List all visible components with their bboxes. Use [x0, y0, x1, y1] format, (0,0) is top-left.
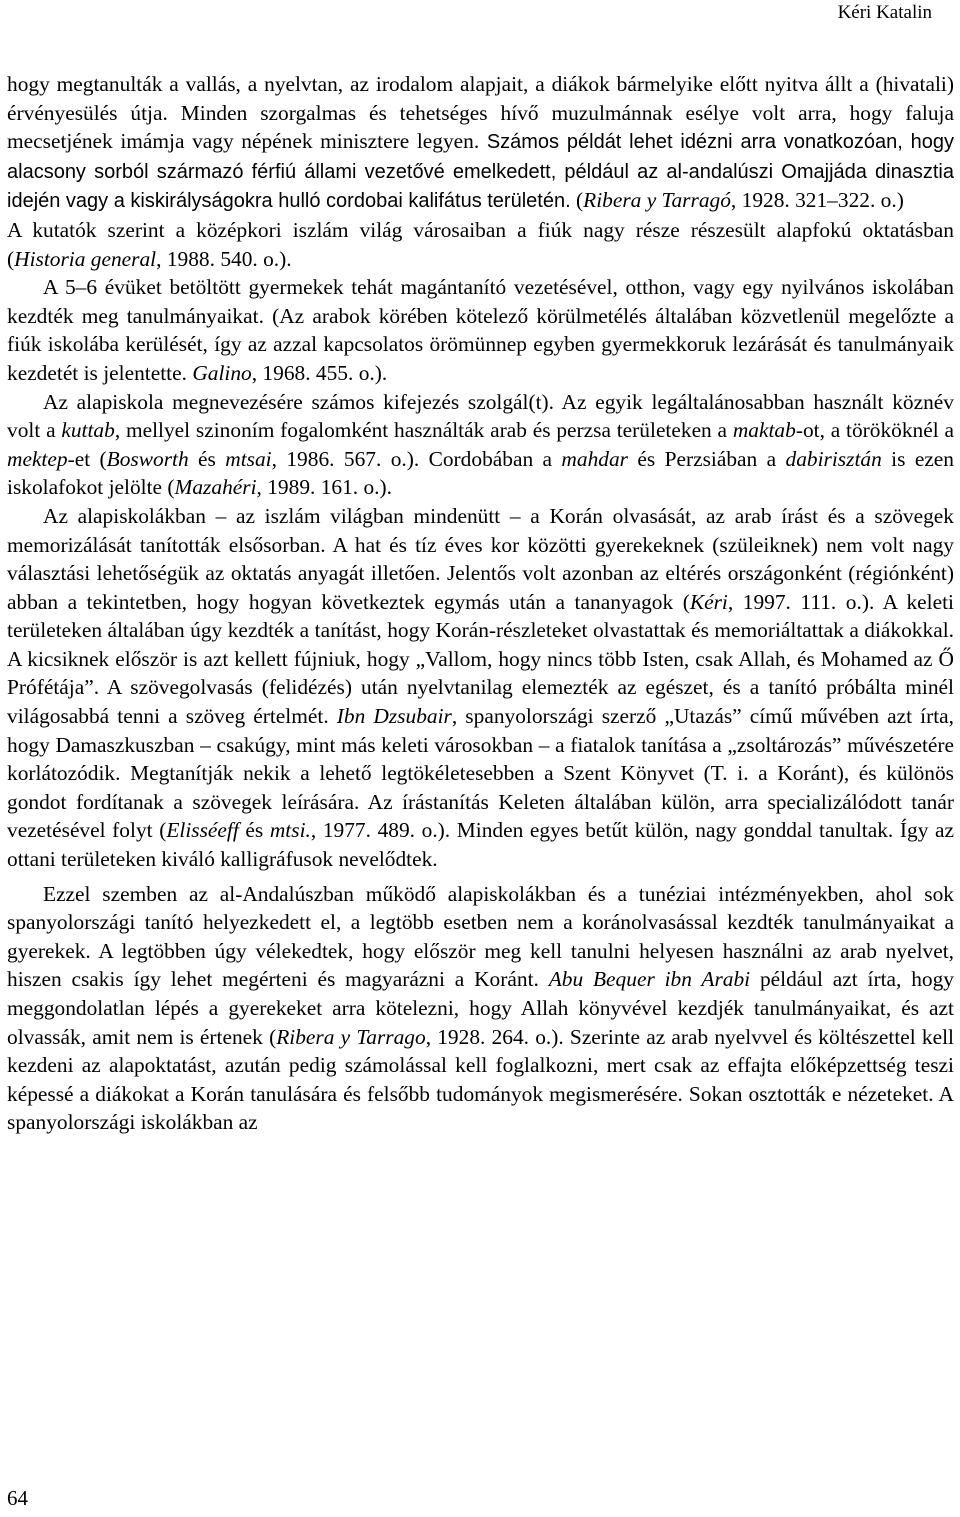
citation-run: Abu Bequer ibn Arabi — [548, 967, 751, 992]
paragraph — [7, 273, 954, 387]
text-run: és Perzsiában a — [627, 446, 786, 471]
paragraph — [7, 216, 954, 273]
text-run: -ot, a törököknél a — [795, 418, 954, 443]
citation-run: mtsi. — [269, 818, 311, 843]
text-run: , spanyolországi szerző „Utazás” című művében azt írta, hogy Damaszkuszban – csakúgy, mint más keleti városokban – a fiatalok tanítása a „zsoltározás” művészetére korlátozódik. Megtanítják nekik a lehető legtökéletesebben a Szent Könyvet (T. i. a Koránt), és különös gondot fordítanak a szövegek leírására. Az írástanítás Keleten általában külön, arra specializálódott tanár vezetésével folyt ( — [7, 704, 955, 843]
text-run: Ezzel szemben az al-Andalúszban működő alapiskolákban és a tunéziai intézményekben, ahol sok spanyolországi tanító helyezkedett el, a legtöbb esetben nem a koránolvasással kezdték tanulmányaikat a gyerekek. A legtöbben úgy vélekedtek, hogy először meg kell tanulni helyesen használni az arab nyelvet, hiszen csakis így lehet megérteni és magyarázni a Koránt. — [7, 881, 954, 992]
text-run: , 1928. 264. o.). Szerinte az arab nyelvvel és költészettel kell kezdeni az alapoktatást, azután pedig számolással kell foglalkozni, mert csak az effajta előképzettség teszi képessé a diákokat a Korán tanulására és felsőbb tudományok megismerésére. Sokan osztották e nézeteket. A spanyolországi iskolákban az — [7, 1024, 954, 1135]
text-run: , mellyel szinoním fogalomként használták arab és perzsa területeken a — [114, 418, 733, 443]
citation-run: maktab — [732, 418, 796, 443]
citation-run: kuttab — [61, 418, 115, 443]
text-run: hogy megtanulták a vallás, a nyelvtan, az irodalom alapjait, a diákok bármelyike előtt nyitva állt a (hivatali) érvényesülés útja. Minden szorgalmas és tehetséges hívő muzulmánnak esélye volt arra, hogy faluja mecsetjének imámja vagy népének minisztere legyen. — [7, 72, 954, 154]
citation-run: Galino — [192, 360, 252, 385]
text-run: és — [238, 818, 270, 843]
text-run: , 1968. 455. o.). — [251, 360, 388, 385]
paragraph — [7, 70, 954, 216]
text-run: és — [188, 446, 226, 471]
text-run: -et ( — [67, 446, 107, 471]
citation-run: Ribera y Tarrago — [276, 1024, 426, 1049]
citation-run: Elisséeff — [166, 818, 239, 843]
citation-run: Ibn Dzsubair — [336, 704, 452, 729]
citation-run: mektep — [7, 446, 68, 471]
citation-run: Kéri, — [689, 589, 734, 614]
citation-run: mtsai — [225, 446, 272, 471]
text-run: , 1928. 321–322. o.) — [730, 188, 904, 213]
page-number: 64 — [7, 1486, 28, 1510]
text-run: , 1977. 489. o.). Minden egyes betűt külön, nagy gonddal tanultak. Így az ottani területeken kiváló kalligráfusok nevelődtek. — [7, 818, 954, 872]
text-run: A kutatók szerint a középkori iszlám világ városaiban a fiúk nagy része részesült alapfokú oktatásban ( — [7, 217, 954, 271]
text-run: , 1989. 161. o.). — [256, 475, 392, 500]
citation-run: Mazahéri — [174, 475, 257, 500]
text-run: Az alapiskolákban – az iszlám világban mindenütt – a Korán olvasását, az arab írást és a szövegek memorizálását tanították elsősorban. A hat és tíz éves kor közötti gyerekeknek (szüleiknek) nem volt nagy választási lehetőségük az oktatás anyagát illetően. Jelentős volt azonban az eltérés országonként (régiónként) abban a tekintetben, hogy hogyan következtek egymás után a tananyagok ( — [7, 503, 954, 614]
citation-run: Ribera y Tarragó — [583, 188, 731, 213]
paragraph — [7, 502, 954, 874]
text-run: Az alapiskola megnevezésére számos kifejezés szolgál(t). Az egyik legáltalánosabban használt köznév volt a — [7, 389, 954, 443]
text-run: A 5–6 évüket betöltött gyermekek tehát magántanító vezetésével, otthon, vagy egy nyilvános iskolában kezdték meg tanulmányaikat. (Az arabok körében kötelező körülmetélés általában közvetlenül megelőzte a fiúk iskolába kerülését, így az azzal kapcsolatos örömünnep egyben gyermekkoruk lezárását és tanulmányaik kezdetét is jelentette. — [7, 275, 954, 385]
text-run: is ezen iskolafokot jelölte ( — [7, 446, 954, 500]
citation-run: mahdar — [561, 446, 628, 471]
text-run: például azt írta, hogy meggondolatlan lépés a gyerekeket arra kötelezni, hogy Allah könyvével kezdjék tanulmányaikat, és azt olvassák, amit nem is értenek ( — [7, 967, 954, 1049]
citation-run: Bosworth — [106, 446, 189, 471]
paragraph — [7, 880, 954, 1137]
running-header: Kéri Katalin — [837, 2, 932, 23]
text-run: ( — [570, 188, 584, 213]
text-run: , 1988. 540. o.). — [156, 246, 292, 271]
paragraph — [7, 388, 954, 502]
body-text — [7, 70, 954, 1137]
text-run: 1997. 111. o.). A keleti területeken általában úgy kezdték a tanítást, hogy Korán-részleteket olvastattak és memoriáltattak a diákokkal. A kicsiknek először is azt kellett fújniuk, hogy „Vallom, hogy nincs több Isten, csak Allah, és Mohamed az Ő Prófétája”. A szövegolvasás (felidézés) után nyelvtanilag elemezték az egészet, és a tanító próbálta minél világosabbá tenni a szöveg értelmét. — [7, 589, 955, 729]
text-run: Számos példát lehet idézni arra vonatkozóan, hogy alacsony sorból származó férfiú állami vezetővé emelkedett, például az al-andalúszi Omajjáda dinasztia idején vagy a kiskirályságokra hulló cordobai kalifátus területén. — [7, 131, 954, 213]
text-run: , 1986. 567. o.). Cordobában a — [271, 446, 562, 471]
citation-run: Historia general — [14, 246, 157, 271]
citation-run: dabirisztán — [785, 446, 882, 471]
